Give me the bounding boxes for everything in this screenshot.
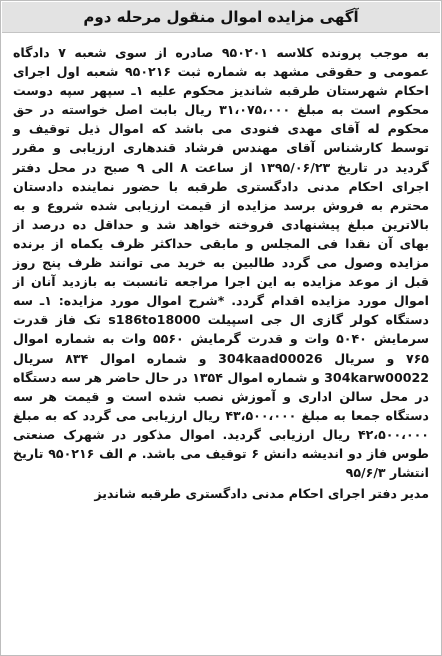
notice-signature: مدیر دفتر اجرای احکام مدنی دادگستری طرقبه شاندیز — [94, 486, 429, 502]
notice-title: آگهی مزایده اموال منقول مرحله دوم — [83, 8, 359, 26]
notice-body: به موجب پرونده کلاسه ۹۵۰۲۰۱ صادره از سوی شعبه ۷ دادگاه عمومی و حقوقی مشهد به شماره ثبت ۹۵۰۲۱۶ شعبه اول اجرای احکام شهرستان طرقبه شاندیز محکوم علیه ۱ـ سپهر سپه دوست محکوم است به مبلغ ۳۱،۰۷۵،۰۰۰ ریال بابت اصل خواسته در حق محکوم له آقای مهدی فنودی می باشد که اموال ذیل توقیف و توسط کارشناس آقای مهندس فرشاد قندهاری ارزیابی و مقرر گردید در تاریخ ۱۳۹۵/۰۶/۲۳ از ساعت ۸ الی ۹ صبح در محل دفتر اجرای احکام مدنی دادگستری طرقبه با حضور نماینده دادستان محترم به فروش برسد مزایده از قیمت ارزیابی شده شروع و به بالاترین مبلغ پیشنهادی فروخته خواهد شد و حداقل ده درصد از بهای آن نقدا فی المجلس و مابقی حداکثر ظرف یکماه از برنده مزایده وصول می گردد طالبین به خرید می توانند ظرف پنج روز قبل از موعد مزایده به این اجرا مراجعه تانسبت به بازدید آنان از اموال مورد مزایده اقدام گردد. *شرح اموال مورد مزایده: ۱ـ سه دستگاه کولر گازی ال جی اسپیلت s186to18000 تک فاز قدرت سرمایش ۵۰۴۰ وات و قدرت گرمایش ۵۵۶۰ وات به شماره اموال ۷۶۵ و سریال 304kaad00026 و شماره اموال ۸۳۴ سریال 304karw00022 و شماره اموال ۱۳۵۴ در حال حاضر هر سه دستگاه در محل سالن اداری و آموزش نصب شده است و قیمت هر سه دستگاه جمعا به مبلغ ۴۳،۵۰۰،۰۰۰ ریال ارزیابی می گردد که به مبلغ ۴۲،۵۰۰،۰۰۰ ریال ارزیابی گردید. اموال مذکور در شهرک صنعتی طوس فاز دو اندیشه دانش ۶ توقیف می باشد. م الف ۹۵۰۲۱۶ تاریخ انتشار ۹۵/۶/۳ — [13, 45, 430, 481]
title-bar — [2, 2, 440, 33]
